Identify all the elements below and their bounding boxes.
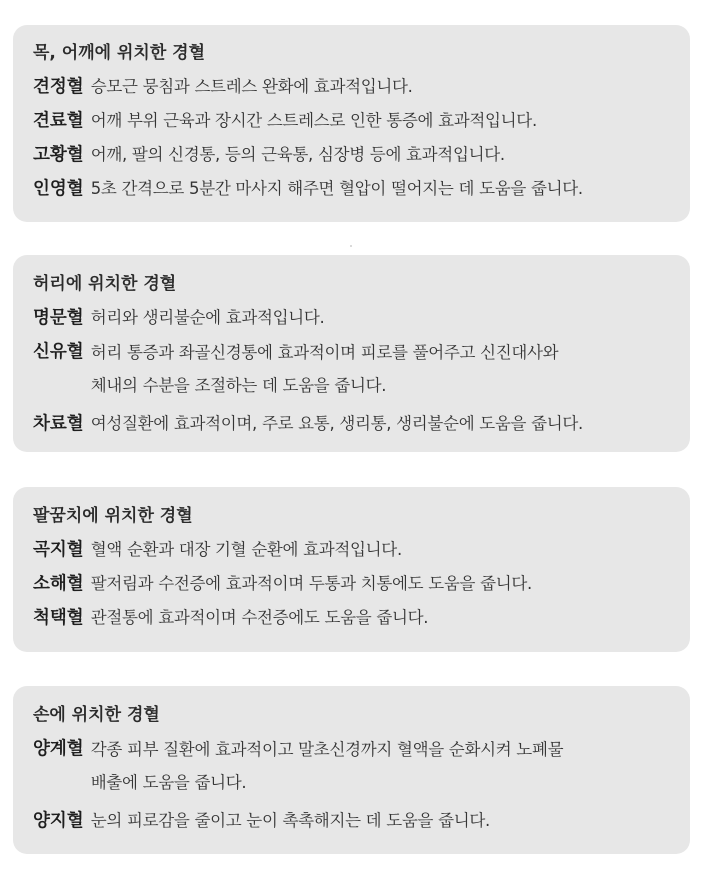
- acupoint-name: 양지혈: [33, 811, 84, 831]
- section-card-elbow: [13, 487, 690, 652]
- acupoint-description: 팔저림과 수전증에 효과적이며 두통과 치통에도 도움을 줍니다.: [90, 574, 532, 593]
- acupoint-description: 관절통에 효과적이며 수전증에도 도움을 줍니다.: [90, 608, 429, 627]
- acupoint-name: 양계혈: [33, 739, 84, 759]
- acupoint-name: 곡지혈: [33, 540, 84, 560]
- acupoint-name: 차료혈: [33, 414, 84, 434]
- scan-speck: [350, 245, 352, 247]
- acupoint-description: 어깨 부위 근육과 장시간 스트레스로 인한 통증에 효과적입니다.: [90, 111, 537, 130]
- section-title: 팔꿈치에 위치한 경혈: [33, 506, 193, 526]
- description-line: 배출에 도움을 줍니다.: [90, 773, 247, 792]
- acupoint-name: 소해혈: [33, 574, 84, 594]
- section-title: 목, 어깨에 위치한 경혈: [33, 43, 206, 63]
- acupoint-entry: [33, 737, 690, 799]
- acupoint-description: [91, 733, 564, 799]
- acupoint-description: 어깨, 팔의 신경통, 등의 근육통, 심장병 등에 효과적입니다.: [90, 145, 505, 164]
- description-line: 체내의 수분을 조절하는 데 도움을 줍니다.: [90, 376, 387, 395]
- acupoint-description: 5초 간격으로 5분간 마사지 해주면 혈압이 떨어지는 데 도움을 줍니다.: [90, 179, 583, 198]
- section-title: 허리에 위치한 경혈: [33, 274, 177, 294]
- acupoint-name: 인영혈: [33, 179, 84, 199]
- acupoint-entry: [33, 538, 690, 562]
- section-card-hand: [13, 686, 690, 854]
- acupoint-description: 승모근 뭉침과 스트레스 완화에 효과적입니다.: [90, 77, 413, 96]
- description-line: 각종 피부 질환에 효과적이고 말초신경까지 혈액을 순화시켜 노폐물: [90, 740, 564, 759]
- acupoint-name: 고황혈: [33, 145, 84, 165]
- acupoint-entry: [33, 809, 690, 833]
- acupoint-description: 허리와 생리불순에 효과적입니다.: [90, 308, 325, 327]
- acupoint-entry: [33, 306, 690, 330]
- acupoint-name: 척택혈: [33, 608, 84, 628]
- acupoint-name: 명문혈: [33, 308, 84, 328]
- acupoint-entry: [33, 572, 690, 596]
- acupoint-name: 견료혈: [33, 111, 84, 131]
- acupoint-description: 혈액 순환과 대장 기혈 순환에 효과적입니다.: [90, 540, 402, 559]
- acupoint-entry: [33, 412, 690, 436]
- acupoint-entry: [33, 606, 690, 630]
- acupoint-name: 견정혈: [33, 77, 84, 97]
- description-line: 허리 통증과 좌골신경통에 효과적이며 피로를 풀어주고 신진대사와: [90, 343, 559, 362]
- section-title: 손에 위치한 경혈: [33, 705, 160, 725]
- section-card-neck-shoulder: [13, 25, 690, 222]
- acupoint-description: 여성질환에 효과적이며, 주로 요통, 생리통, 생리불순에 도움을 줍니다.: [90, 414, 584, 433]
- acupoint-entry: [33, 109, 690, 133]
- acupoint-entry: [33, 75, 690, 99]
- acupoint-entry: [33, 340, 690, 402]
- acupoint-entry: [33, 177, 690, 201]
- section-card-waist: [13, 255, 690, 452]
- acupoint-description: [91, 336, 559, 402]
- acupoint-description: 눈의 피로감을 줄이고 눈이 촉촉해지는 데 도움을 줍니다.: [90, 811, 490, 830]
- acupoint-entry: [33, 143, 690, 167]
- acupoint-name: 신유혈: [33, 342, 84, 362]
